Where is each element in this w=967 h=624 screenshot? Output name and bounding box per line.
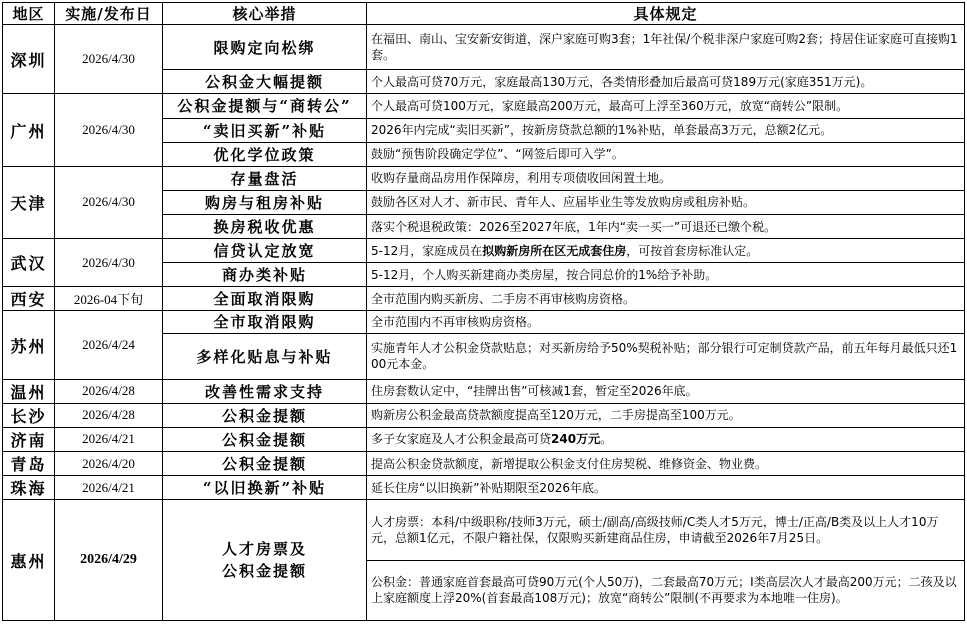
detail-cell: 全市范围内购买新房、二手房不再审核购房资格。 xyxy=(367,287,965,311)
table-row xyxy=(3,94,965,118)
measure-cell: 公积金提额 xyxy=(163,452,367,476)
measure-cell: 限购定向松绑 xyxy=(163,25,367,70)
table-row xyxy=(3,500,965,560)
detail-cell: 人才房票：本科/中级职称/技师3万元，硕士/副高/高级技师/C类人才5万元，博士/正高/B类及以上人才10万元，总额1亿元，不限户籍社保，仅限购买新建商品住房，申请截至2026年7月25日。 xyxy=(367,500,965,560)
city-huizhou: 惠州 xyxy=(3,500,55,621)
detail-cell: 住房套数认定中，“挂牌出售”可核减1套，暂定至2026年底。 xyxy=(367,379,965,403)
date-xian: 2026-04下旬 xyxy=(55,287,163,311)
header-row xyxy=(3,3,965,25)
header-date: 实施/发布日 xyxy=(55,3,163,25)
date-jinan: 2026/4/21 xyxy=(55,427,163,451)
measure-cell: 全面取消限购 xyxy=(163,287,367,311)
detail-cell: 收购存量商品房用作保障房，利用专项债收回闲置土地。 xyxy=(367,166,965,190)
measure-cell: 换房税收优惠 xyxy=(163,214,367,238)
header-detail: 具体规定 xyxy=(367,3,965,25)
detail-cell: 5-12月，个人购买新建商办类房屋，按合同总价的1%给予补助。 xyxy=(367,263,965,287)
header-region: 地区 xyxy=(3,3,55,25)
measure-line: 公积金提额 xyxy=(221,562,307,581)
table-row xyxy=(3,311,965,333)
table-row xyxy=(3,25,965,70)
measure-cell: 改善性需求支持 xyxy=(163,379,367,403)
measure-cell: 全市取消限购 xyxy=(163,311,367,333)
table-row xyxy=(3,239,965,263)
city-wenzhou: 温州 xyxy=(3,379,55,403)
detail-cell xyxy=(367,239,965,263)
detail-text: ，可按首套房标准认定。 xyxy=(626,243,759,258)
date-qingdao: 2026/4/20 xyxy=(55,452,163,476)
measure-cell: 公积金大幅提额 xyxy=(163,70,367,94)
city-shenzhen: 深圳 xyxy=(3,25,55,94)
detail-cell xyxy=(367,427,965,451)
policy-table xyxy=(2,2,965,621)
detail-emphasis: 拟购新房所在区无成套住房 xyxy=(482,243,627,258)
measure-cell: “卖旧买新”补贴 xyxy=(163,118,367,142)
table-row xyxy=(3,287,965,311)
detail-cell: 提高公积金贷款额度，新增提取公积金支付住房契税、维修资金、物业费。 xyxy=(367,452,965,476)
date-suzhou: 2026/4/24 xyxy=(55,311,163,379)
detail-cell: 个人最高可贷100万元，家庭最高200万元，最高可上浮至360万元，放宽“商转公”限制。 xyxy=(367,94,965,118)
city-zhuhai: 珠海 xyxy=(3,476,55,500)
detail-cell: 2026年内完成“卖旧买新”，按新房贷款总额的1%补贴，单套最高3万元，总额2亿元。 xyxy=(367,118,965,142)
date-wenzhou: 2026/4/28 xyxy=(55,379,163,403)
detail-cell: 全市范围内不再审核购房资格。 xyxy=(367,311,965,333)
measure-cell: 购房与租房补贴 xyxy=(163,190,367,214)
detail-cell: 在福田、南山、宝安新安街道，深户家庭可购3套；1年社保/个税非深户家庭可购2套；持居住证家庭可直接购1套。 xyxy=(367,25,965,70)
measure-cell: 公积金提额 xyxy=(163,403,367,427)
city-xian: 西安 xyxy=(3,287,55,311)
city-wuhan: 武汉 xyxy=(3,239,55,287)
date-huizhou: 2026/4/29 xyxy=(55,500,163,621)
detail-cell: 个人最高可贷70万元，家庭最高130万元，各类情形叠加后最高可贷189万元(家庭351万元)。 xyxy=(367,70,965,94)
detail-text: 。 xyxy=(600,432,613,447)
detail-cell: 鼓励各区对人才、新市民、青年人、应届毕业生等发放购房或租房补贴。 xyxy=(367,190,965,214)
city-qingdao: 青岛 xyxy=(3,452,55,476)
detail-text: 5-12月，家庭成员在 xyxy=(371,243,483,258)
table-row xyxy=(3,452,965,476)
header-measure: 核心举措 xyxy=(163,3,367,25)
city-guangzhou: 广州 xyxy=(3,94,55,166)
measure-cell: 公积金提额 xyxy=(163,427,367,451)
measure-cell: 公积金提额与“商转公” xyxy=(163,94,367,118)
date-shenzhen: 2026/4/30 xyxy=(55,25,163,94)
detail-cell: 鼓励“预售阶段确定学位”、“网签后即可入学”。 xyxy=(367,142,965,166)
measure-cell: “以旧换新”补贴 xyxy=(163,476,367,500)
city-tianjin: 天津 xyxy=(3,166,55,238)
measure-cell: 商办类补贴 xyxy=(163,263,367,287)
detail-cell: 落实个税退税政策：2026至2027年底，1年内“卖一买一”可退还已缴个税。 xyxy=(367,214,965,238)
city-suzhou: 苏州 xyxy=(3,311,55,379)
table-row xyxy=(3,427,965,451)
detail-cell: 公积金：普通家庭首套最高可贷90万元(个人50万)，二套最高70万元；Ⅰ类高层次人才最高200万元；二孩及以上家庭额度上浮20%(首套最高108万元)；放宽“商转公”限制(不再要求为本地唯一住房)。 xyxy=(367,560,965,620)
measure-line: 人才房票及 xyxy=(221,540,307,559)
measure-cell: 存量盘活 xyxy=(163,166,367,190)
detail-emphasis: 240万元 xyxy=(551,432,601,447)
measure-cell: 信贷认定放宽 xyxy=(163,239,367,263)
detail-cell: 实施青年人才公积金贷款贴息；对买新房给予50%契税补贴；部分银行可定制贷款产品，前五年每月最低只还100元本金。 xyxy=(367,333,965,379)
detail-text: 多子女家庭及人才公积金最高可贷 xyxy=(371,432,552,447)
date-tianjin: 2026/4/30 xyxy=(55,166,163,238)
date-changsha: 2026/4/28 xyxy=(55,403,163,427)
detail-cell: 购新房公积金最高贷款额度提高至120万元，二手房提高至100万元。 xyxy=(367,403,965,427)
city-changsha: 长沙 xyxy=(3,403,55,427)
date-guangzhou: 2026/4/30 xyxy=(55,94,163,166)
city-jinan: 济南 xyxy=(3,427,55,451)
date-wuhan: 2026/4/30 xyxy=(55,239,163,287)
table-row xyxy=(3,166,965,190)
table-row xyxy=(3,403,965,427)
measure-cell: 多样化贴息与补贴 xyxy=(163,333,367,379)
table-row xyxy=(3,476,965,500)
table-row xyxy=(3,379,965,403)
detail-cell: 延长住房“以旧换新”补贴期限至2026年底。 xyxy=(367,476,965,500)
measure-cell xyxy=(163,500,367,621)
date-zhuhai: 2026/4/21 xyxy=(55,476,163,500)
measure-cell: 优化学位政策 xyxy=(163,142,367,166)
